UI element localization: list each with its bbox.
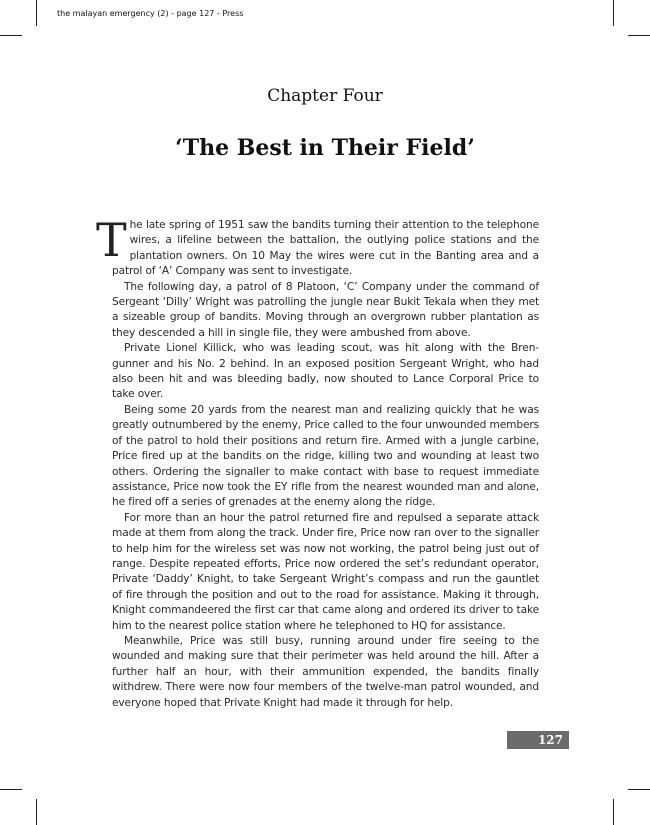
crop-mark-bottom-left-vertical <box>36 799 37 825</box>
crop-mark-top-right-horizontal <box>628 35 650 36</box>
drop-cap: T <box>96 213 127 267</box>
body-paragraph: Being some 20 yards from the nearest man and realizing quickly that he was greatly outnumbered by the enemy, Price called to the four unwounded members of the patrol to hold their positions and return fire. Armed with a jungle carbine, Price fired up at the bandits on the ridge, killing two and wounding at least two others. Ordering the signaller to make contact with base to request immediate assistance, Price now took the EY rifle from the nearest wounded man and alone, he fired off a series of grenades at the enemy along the ridge. <box>112 403 539 509</box>
crop-mark-top-left-vertical <box>36 0 37 26</box>
chapter-body <box>96 213 539 711</box>
crop-mark-top-left-horizontal <box>0 35 22 36</box>
crop-mark-bottom-right-vertical <box>613 799 614 825</box>
crop-mark-top-right-vertical <box>613 0 614 26</box>
chapter-title: ‘The Best in Their Field’ <box>175 135 475 161</box>
body-paragraph: For more than an hour the patrol returned fire and repulsed a separate attack made at them from along the track. Under fire, Price now ran over to the signaller to help him for the wireless set was now not working, the patrol being just out of range. Despite repeated efforts, Price now ordered the set’s redundant operator, Private ‘Daddy’ Knight, to take Sergeant Wright’s compass and run the gauntlet of fire through the position and out to the road for assistance. Making it through, Knight commandeered the first car that came along and ordered its driver to take him to the nearest police station where he telephoned to HQ for assistance. <box>112 511 539 632</box>
crop-mark-bottom-right-horizontal <box>628 789 650 790</box>
body-paragraph: The following day, a patrol of 8 Platoon, ‘C’ Company under the command of Sergeant ‘Dilly’ Wright was patrolling the jungle near Bukit Tekala when they met a sizeable group of bandits. Moving through an overgrown rubber plantation as they descended a hill in single file, they were ambushed from above. <box>112 280 539 339</box>
page-number-tab <box>507 731 569 749</box>
running-header-slug: the malayan emergency (2) - page 127 - Press <box>57 9 244 18</box>
page-number: 127 <box>537 733 563 747</box>
body-paragraph: The late spring of 1951 saw the bandits turning their attention to the telephone wires, a lifeline between the battalion, the outlying police stations and the plantation owners. On 10 May the wires were cut in the Banting area and a patrol of ‘A’ Company was sent to investigate. <box>96 213 539 278</box>
body-paragraph: Meanwhile, Price was still busy, running around under fire seeing to the wounded and making sure that their perimeter was held around the hill. After a further half an hour, with their ammunition expended, the bandits finally withdrew. There were now four members of the twelve-man patrol wounded, and everyone hoped that Private Knight had made it through for help. <box>112 634 539 709</box>
body-paragraph: Private Lionel Killick, who was leading scout, was hit along with the Bren-gunner and his No. 2 behind. In an exposed position Sergeant Wright, who had also been hit and was bleeding badly, now shouted to Lance Corporal Price to take over. <box>112 342 539 401</box>
crop-mark-bottom-left-horizontal <box>0 789 22 790</box>
chapter-label: Chapter Four <box>267 86 383 106</box>
